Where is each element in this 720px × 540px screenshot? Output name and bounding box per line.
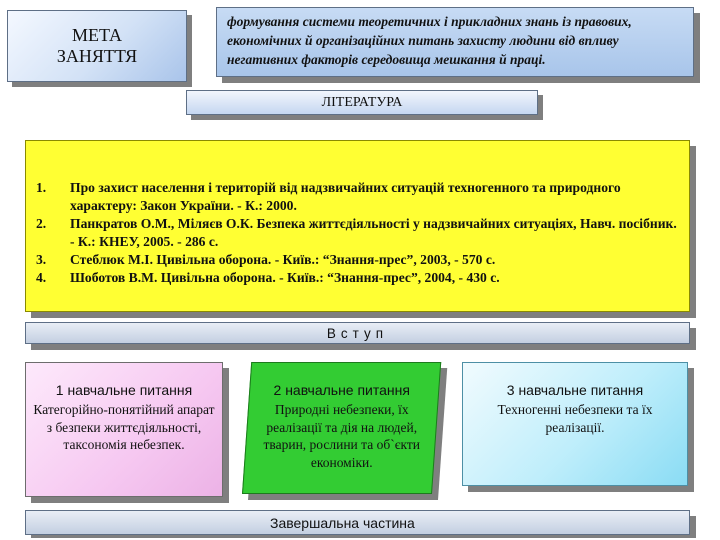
literature-item-text: Про захист населення і територій від надзвичайних ситуацій техногенного та природного характеру: Закон України. - К.: 2000. (70, 180, 621, 213)
final-part-section: Завершальна частина (25, 510, 690, 535)
literature-item (36, 269, 677, 287)
lesson-goal-label (7, 10, 187, 82)
literature-item (36, 251, 677, 269)
question-3-text: Техногенні небезпеки та їх реалізації. (497, 402, 653, 435)
question-2-card (242, 362, 441, 494)
literature-item (36, 179, 677, 215)
literature-item-number: 4. (36, 270, 47, 285)
literature-item-text: Стеблюк М.І. Цивільна оборона. - Київ.: “Знання-прес”, 2003, - 570 с. (70, 252, 496, 267)
question-1-text: Категорійно-понятійний апарат з безпеки життєдіяльності, таксономія небезпек. (33, 402, 215, 452)
question-3-card (462, 362, 688, 486)
question-1-title: 1 навчальне питання (55, 382, 193, 398)
question-3-title: 3 навчальне питання (506, 382, 644, 398)
lesson-goal-label-line2: ЗАНЯТТЯ (56, 46, 138, 66)
literature-item-text: Панкратов О.М., Міляєв О.К. Безпека життєдіяльності у надзвичайних ситуаціях, Навч. посібник. - К.: КНЕУ, 2005. - 286 с. (70, 216, 677, 249)
intro-section: Вступ (25, 322, 690, 344)
literature-item-text: Шоботов В.М. Цивільна оборона. - Київ.: “Знання-прес”, 2004, - 430 с. (70, 270, 500, 285)
literature-header: ЛІТЕРАТУРА (186, 90, 538, 115)
question-2-text: Природні небезпеки, їх реалізації та дія на людей, тварин, рослини та об`єкти економіки. (263, 402, 421, 470)
question-2-title: 2 навчальне питання (273, 382, 410, 398)
literature-item (36, 215, 677, 251)
question-1-card (25, 362, 223, 497)
literature-list (25, 140, 690, 312)
lesson-goal-label-line1: МЕТА (71, 25, 123, 45)
lesson-goal-text: формування системи теоретичних і прикладних знань із правових, економічних й організаційних питань захисту людини від впливу негативних факторів середовища мешкання й праці. (216, 7, 694, 77)
literature-item-number: 2. (36, 216, 47, 231)
literature-item-number: 3. (36, 252, 47, 267)
literature-item-number: 1. (36, 180, 47, 195)
